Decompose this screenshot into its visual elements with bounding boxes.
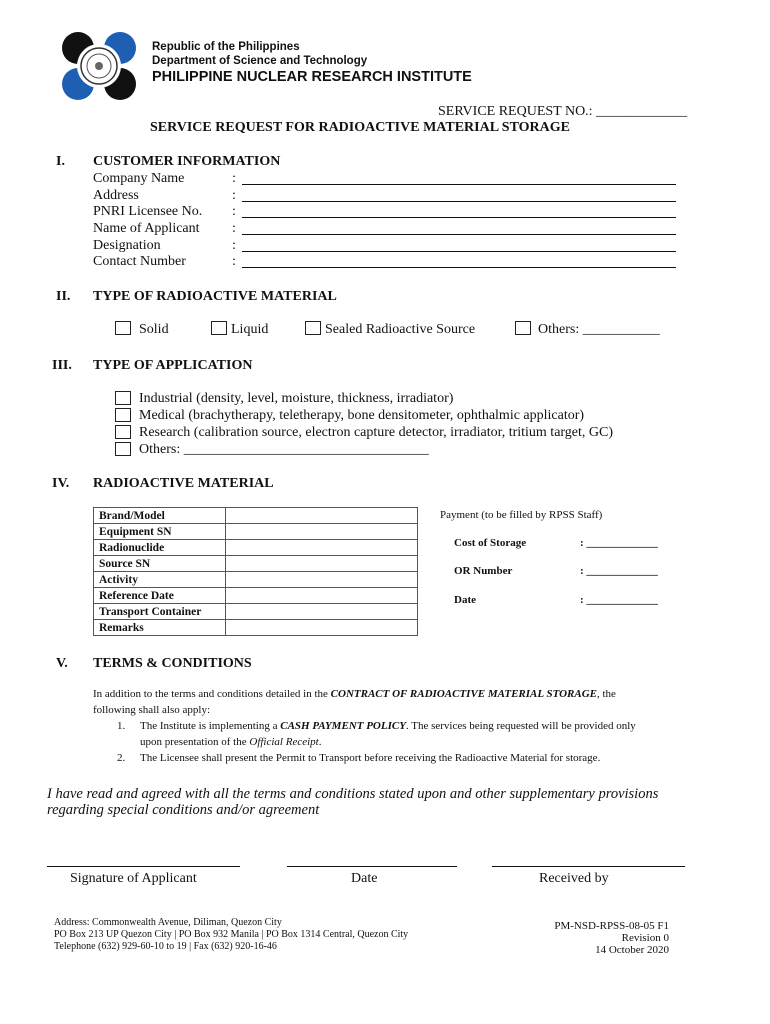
transport-container-input[interactable] bbox=[226, 604, 418, 620]
row-label: Transport Container bbox=[94, 604, 226, 620]
section-3-title: TYPE OF APPLICATION bbox=[93, 358, 253, 373]
row-label: Brand/Model bbox=[94, 508, 226, 524]
footer-telephone: Telephone (632) 929-60-10 to 19 | Fax (632) 920-16-46 bbox=[54, 941, 277, 952]
address-field[interactable] bbox=[242, 201, 676, 202]
applicant-signature-line[interactable] bbox=[47, 866, 240, 867]
others-application-checkbox[interactable] bbox=[115, 442, 131, 456]
section-4-number: IV. bbox=[52, 476, 70, 491]
row-label: Radionuclide bbox=[94, 540, 226, 556]
research-checkbox[interactable] bbox=[115, 425, 131, 439]
others-material-checkbox[interactable] bbox=[515, 321, 531, 335]
brand-model-input[interactable] bbox=[226, 508, 418, 524]
header-department: Department of Science and Technology bbox=[152, 55, 368, 67]
colon: : bbox=[232, 238, 236, 253]
terms-intro: In addition to the terms and conditions detailed in the CONTRACT OF RADIOACTIVE MATERIAL STORAGE, the bbox=[93, 688, 616, 700]
sealed-source-checkbox[interactable] bbox=[305, 321, 321, 335]
applicant-signature-label: Signature of Applicant bbox=[70, 871, 197, 886]
row-label: Activity bbox=[94, 572, 226, 588]
form-code: PM-NSD-RPSS-08-05 F1 bbox=[554, 920, 669, 932]
equipment-sn-input[interactable] bbox=[226, 524, 418, 540]
form-revision: Revision 0 bbox=[621, 932, 669, 944]
payment-or-label: OR Number bbox=[454, 565, 513, 577]
payment-date-field[interactable]: : _____________ bbox=[580, 594, 658, 606]
table-row bbox=[94, 556, 418, 572]
medical-label: Medical (brachytherapy, teletherapy, bone densitometer, ophthalmic applicator) bbox=[139, 408, 585, 423]
section-2-title: TYPE OF RADIOACTIVE MATERIAL bbox=[93, 289, 337, 304]
header-country: Republic of the Philippines bbox=[152, 41, 300, 53]
received-by-label: Received by bbox=[539, 871, 609, 886]
others-application-label: Others: ___________________________________ bbox=[139, 442, 429, 457]
footer-po-boxes: PO Box 213 UP Quezon City | PO Box 932 Manila | PO Box 1314 Central, Quezon City bbox=[54, 929, 409, 940]
activity-input[interactable] bbox=[226, 572, 418, 588]
payment-date-label: Date bbox=[454, 594, 476, 606]
sealed-source-label: Sealed Radioactive Source bbox=[325, 322, 476, 337]
received-by-signature-line[interactable] bbox=[492, 866, 685, 867]
date-signature-label: Date bbox=[351, 871, 378, 886]
liquid-checkbox[interactable] bbox=[211, 321, 227, 335]
remarks-input[interactable] bbox=[226, 620, 418, 636]
terms-item-1: The Institute is implementing a CASH PAYMENT POLICY. The services being requested will be provided only bbox=[140, 720, 636, 732]
field-label-company: Company Name bbox=[93, 171, 185, 186]
section-2-number: II. bbox=[56, 289, 71, 304]
service-request-no: SERVICE REQUEST NO.: _____________ bbox=[438, 104, 688, 119]
table-row bbox=[94, 604, 418, 620]
table-row bbox=[94, 508, 418, 524]
table-row bbox=[94, 540, 418, 556]
research-label: Research (calibration source, electron capture detector, irradiator, tritium target, GC) bbox=[139, 425, 614, 440]
solid-checkbox[interactable] bbox=[115, 321, 131, 335]
others-material-label: Others: ___________ bbox=[538, 322, 660, 337]
colon: : bbox=[232, 171, 236, 186]
field-label-designation: Designation bbox=[93, 238, 161, 253]
payment-or-field[interactable]: : _____________ bbox=[580, 565, 658, 577]
section-1-title: CUSTOMER INFORMATION bbox=[93, 154, 281, 169]
terms-item-2-number: 2. bbox=[117, 752, 126, 764]
terms-intro-line2: following shall also apply: bbox=[93, 704, 211, 716]
header-institute: PHILIPPINE NUCLEAR RESEARCH INSTITUTE bbox=[152, 69, 472, 85]
section-4-title: RADIOACTIVE MATERIAL bbox=[93, 476, 274, 491]
terms-item-1-line2: upon presentation of the Official Receipt. bbox=[140, 736, 322, 748]
colon: : bbox=[232, 204, 236, 219]
payment-title: Payment (to be filled by RPSS Staff) bbox=[440, 509, 603, 521]
radionuclide-input[interactable] bbox=[226, 540, 418, 556]
table-row bbox=[94, 588, 418, 604]
table-row bbox=[94, 524, 418, 540]
reference-date-input[interactable] bbox=[226, 588, 418, 604]
agreement-statement-line2: regarding special conditions and/or agreement bbox=[47, 802, 320, 818]
colon: : bbox=[232, 188, 236, 203]
medical-checkbox[interactable] bbox=[115, 408, 131, 422]
licensee-no-field[interactable] bbox=[242, 217, 676, 218]
industrial-checkbox[interactable] bbox=[115, 391, 131, 405]
row-label: Reference Date bbox=[94, 588, 226, 604]
colon: : bbox=[232, 221, 236, 236]
colon: : bbox=[232, 254, 236, 269]
field-label-address: Address bbox=[93, 188, 139, 203]
solid-label: Solid bbox=[139, 322, 169, 337]
source-sn-input[interactable] bbox=[226, 556, 418, 572]
liquid-label: Liquid bbox=[231, 322, 269, 337]
terms-item-2: The Licensee shall present the Permit to Transport before receiving the Radioactive Material for storage. bbox=[140, 752, 601, 764]
section-1-number: I. bbox=[56, 154, 65, 169]
field-label-contact: Contact Number bbox=[93, 254, 186, 269]
table-row bbox=[94, 620, 418, 636]
payment-cost-field[interactable]: : _____________ bbox=[580, 537, 658, 549]
terms-item-1-number: 1. bbox=[117, 720, 126, 732]
field-label-licensee: PNRI Licensee No. bbox=[93, 204, 203, 219]
field-label-applicant: Name of Applicant bbox=[93, 221, 200, 236]
row-label: Equipment SN bbox=[94, 524, 226, 540]
form-title: SERVICE REQUEST FOR RADIOACTIVE MATERIAL STORAGE bbox=[150, 120, 570, 135]
date-signature-line[interactable] bbox=[287, 866, 457, 867]
form-date: 14 October 2020 bbox=[595, 944, 669, 956]
row-label: Source SN bbox=[94, 556, 226, 572]
pnri-logo bbox=[60, 31, 138, 101]
section-5-number: V. bbox=[56, 656, 68, 671]
industrial-label: Industrial (density, level, moisture, thickness, irradiator) bbox=[139, 391, 454, 406]
section-3-number: III. bbox=[52, 358, 72, 373]
applicant-name-field[interactable] bbox=[242, 234, 676, 235]
section-5-title: TERMS & CONDITIONS bbox=[93, 656, 252, 671]
table-row bbox=[94, 572, 418, 588]
payment-cost-label: Cost of Storage bbox=[454, 537, 527, 549]
footer-address: Address: Commonwealth Avenue, Diliman, Quezon City bbox=[54, 917, 282, 928]
radioactive-material-table bbox=[93, 507, 418, 636]
designation-field[interactable] bbox=[242, 251, 676, 252]
row-label: Remarks bbox=[94, 620, 226, 636]
agreement-statement: I have read and agreed with all the terms and conditions stated upon and other supplementary provisions bbox=[47, 786, 659, 802]
contact-number-field[interactable] bbox=[242, 267, 676, 268]
company-name-field[interactable] bbox=[242, 184, 676, 185]
